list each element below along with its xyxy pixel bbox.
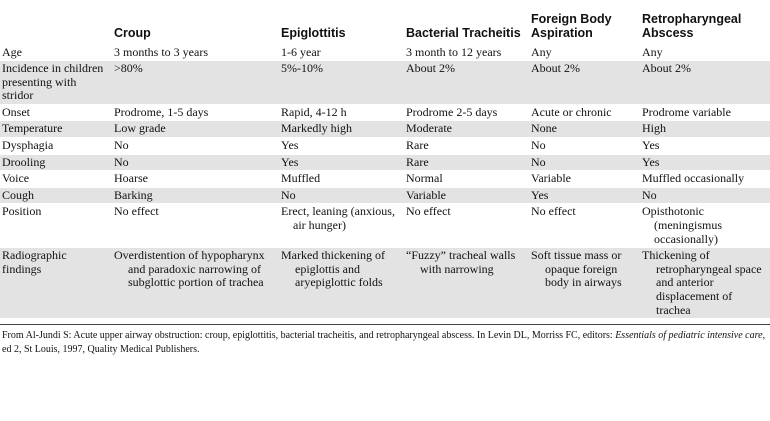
table-cell (277, 44, 402, 61)
cell-text: Thickening of retropharyngeal space and anterior displacement of trachea (642, 248, 762, 317)
table-row (0, 154, 770, 171)
cell-text: Soft tissue mass or opaque foreign body in airways (531, 248, 622, 290)
table-cell: Rapid, 4-12 h (281, 104, 347, 119)
table-cell: Acute or chronic (531, 104, 612, 119)
table-cell (402, 44, 527, 61)
row-label: Voice (2, 171, 30, 186)
table-cell: >80% (110, 61, 277, 105)
table-cell: No (531, 138, 546, 153)
cell-text: Any (531, 44, 552, 59)
citation-book-title: Essentials of pediatric intensive care (615, 330, 763, 342)
table-cell (402, 248, 527, 318)
table-cell: No (114, 138, 129, 153)
header-foreign-body-aspiration: Foreign Body Aspiration (531, 11, 612, 40)
table-cell (110, 248, 277, 318)
table-cell: Yes (277, 154, 402, 171)
table-row (0, 44, 770, 61)
table-cell (638, 204, 770, 248)
table-cell: Markedly high (277, 121, 402, 138)
table-cell: Prodrome 2-5 days (406, 104, 498, 119)
row-label: Position (2, 204, 42, 219)
table-cell: Muffled (281, 171, 321, 186)
cell-text: Erect, leaning (anxious, air hunger) (281, 204, 395, 233)
cell-text: Opisthotonic (meningismus occasionally) (642, 204, 722, 246)
source-citation (0, 325, 770, 357)
cell-text: Overdistention of hypopharynx and paradoxic narrowing of subglottic portion of trachea (114, 248, 265, 290)
table-cell: Prodrome variable (642, 104, 731, 119)
table-row (0, 248, 770, 318)
table-cell (277, 204, 402, 248)
table-cell: Moderate (402, 121, 527, 138)
header-cell-blank (0, 0, 110, 44)
table-row (0, 187, 770, 204)
table-cell: No effect (406, 204, 451, 219)
table-cell: Yes (281, 138, 299, 153)
table-cell: No effect (114, 204, 159, 219)
table-cell (527, 44, 638, 61)
table-cell: Hoarse (114, 171, 148, 186)
table-cell: About 2% (402, 61, 527, 105)
row-label: Drooling (0, 154, 110, 171)
table-cell: Prodrome, 1-5 days (114, 104, 209, 119)
table-row (0, 61, 770, 105)
cell-text: Any (642, 44, 663, 59)
cell-text: 3 months to 3 years (114, 44, 208, 59)
cell-text: 3 month to 12 years (406, 44, 502, 59)
table-cell: Yes (527, 187, 638, 204)
row-label: Dysphagia (2, 138, 54, 153)
citation-text: From Al-Jundi S: Acute upper airway obstruction: croup, epiglottitis, bacterial tracheitis, and retropharyngeal abscess. In Levin DL, Morriss FC, editors: (2, 330, 616, 342)
table-cell: Barking (110, 187, 277, 204)
header-croup: Croup (114, 25, 151, 40)
citation-publisher: , ed 2, St Louis, 1997, Quality Medical Publishers. (2, 330, 766, 356)
header-retropharyngeal-abscess: Retropharyngeal Abscess (642, 11, 742, 40)
table-row (0, 171, 770, 188)
row-label: Cough (0, 187, 110, 204)
table-row (0, 121, 770, 138)
table-cell: No (638, 187, 770, 204)
table-cell: Normal (406, 171, 443, 186)
table-cell (638, 248, 770, 318)
table-cell: Variable (402, 187, 527, 204)
table-row (0, 204, 770, 248)
header-bacterial-tracheitis: Bacterial Tracheitis (406, 25, 521, 40)
row-label: Age (2, 44, 22, 59)
table-cell: Variable (531, 171, 571, 186)
cell-text: “Fuzzy” tracheal walls with narrowing (406, 248, 516, 276)
table-cell: Muffled occasionally (642, 171, 745, 186)
table-cell: No (277, 187, 402, 204)
table-cell: Rare (402, 154, 527, 171)
table-header (0, 0, 770, 44)
table-cell: No (110, 154, 277, 171)
header-epiglottitis: Epiglottitis (281, 25, 346, 40)
header-row (0, 0, 770, 44)
table-cell: About 2% (638, 61, 770, 105)
table-cell: Yes (638, 154, 770, 171)
table-cell: Low grade (110, 121, 277, 138)
table-body (0, 44, 770, 318)
table-row (0, 138, 770, 155)
table-cell: 5%-10% (277, 61, 402, 105)
cell-text: Marked thickening of epiglottis and aryepiglottic folds (281, 248, 385, 290)
table-cell (277, 248, 402, 318)
table-cell: No (527, 154, 638, 171)
row-label: Onset (2, 104, 30, 119)
row-label: Temperature (0, 121, 110, 138)
table-row (0, 104, 770, 121)
table-cell (638, 44, 770, 61)
table-cell: About 2% (527, 61, 638, 105)
table-cell: Yes (642, 138, 660, 153)
table-cell: Rare (406, 138, 429, 153)
row-label: Incidence in children presenting with stridor (0, 61, 110, 105)
table-cell: High (638, 121, 770, 138)
table-cell (527, 248, 638, 318)
table-cell: No effect (531, 204, 576, 219)
table-cell: None (527, 121, 638, 138)
cell-text: 1-6 year (281, 44, 321, 59)
table-cell (110, 44, 277, 61)
row-label: Radiographic findings (0, 248, 110, 318)
